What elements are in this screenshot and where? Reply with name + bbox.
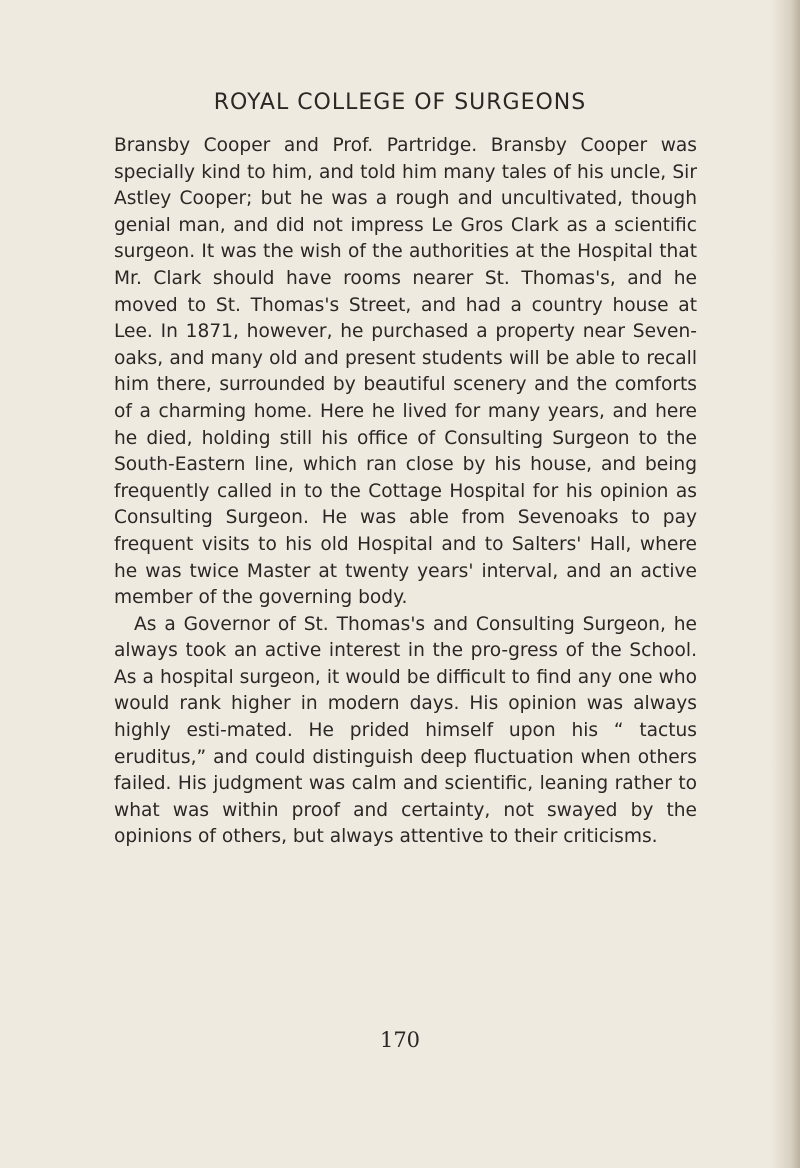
page-number: 170 [379,1028,421,1052]
paragraph-1: Bransby Cooper and Prof. Partridge. Bransby Cooper was specially kind to him, and told him many tales of his uncle, Sir Astley Cooper; but he was a rough and uncultivated, though genial man, and did not impress Le Gros Clark as a scientific surgeon. It was the wish of the authorities at the Hospital that Mr. Clark should have rooms nearer St. Thomas's, and he moved to St. Thomas's Street, and had a country house at Lee. In 1871, however, he purchased a property near Seven-oaks, and many old and present students will be able to recall him there, surrounded by beautiful scenery and the comforts of a charming home. Here he lived for many years, and here he died, holding still his office of Consulting Surgeon to the South-Eastern line, which ran close by his house, and being frequently called in to the Cottage Hospital for his opinion as Consulting Surgeon. He was able from Sevenoaks to pay frequent visits to his old Hospital and to Salters' Hall, where he was twice Master at twenty years' interval, and an active member of the governing body. [114,135,697,609]
running-head: ROYAL COLLEGE OF SURGEONS [213,90,587,115]
body-text [114,133,697,851]
paragraph-2: As a Governor of St. Thomas's and Consulting Surgeon, he always took an active interest in the pro-gress of the School. As a hospital surgeon, it would be difficult to find any one who would rank higher in modern days. His opinion was always highly esti-mated. He prided himself upon his “ tactus eruditus,” and could distinguish deep fluctuation when others failed. His judgment was calm and scientific, leaning rather to what was within proof and certainty, not swayed by the opinions of others, but always attentive to their criticisms. [114,613,697,848]
